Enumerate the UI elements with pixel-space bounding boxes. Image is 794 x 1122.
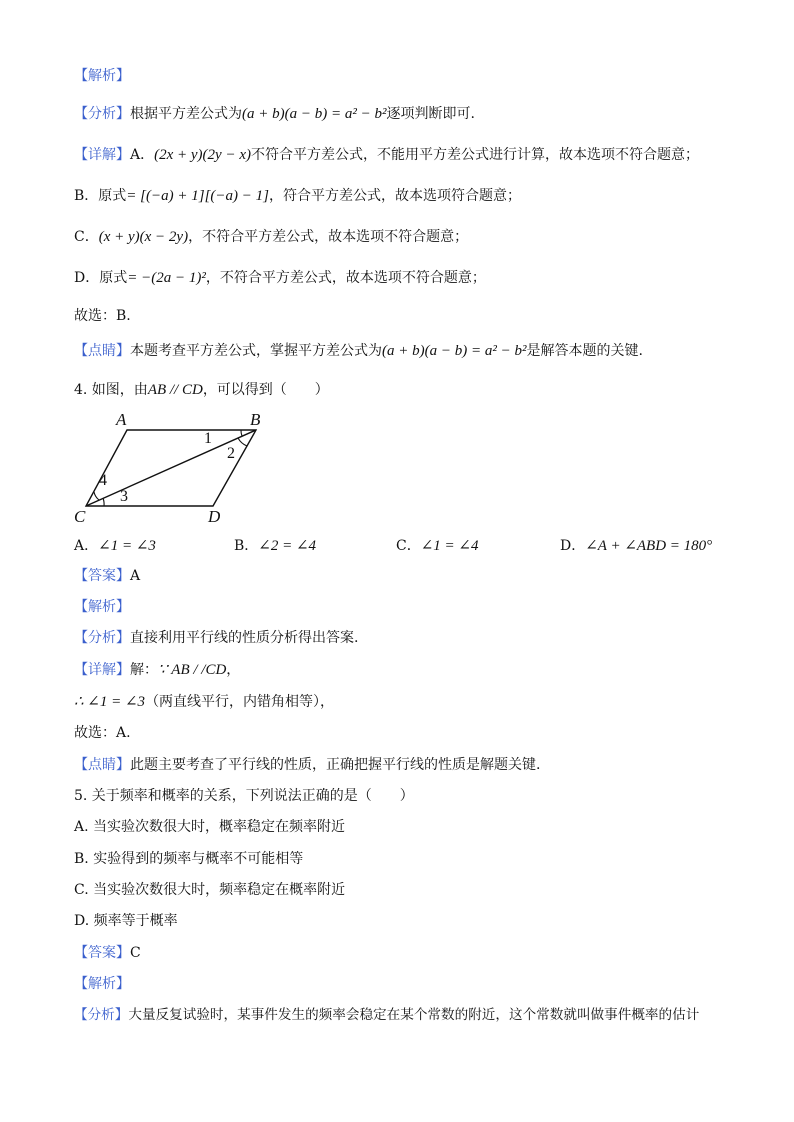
q4-fenxi-line: [74, 628, 358, 648]
section-tag: 【答案】: [74, 568, 130, 584]
text: 本题考查平方差公式，掌握平方差公式为: [130, 343, 382, 359]
label-c: C: [74, 507, 86, 526]
diagonal-bc: [86, 430, 256, 506]
q4-dianjing-line: [74, 755, 540, 775]
q4-step-line: [74, 692, 334, 712]
angle-label-3: 3: [120, 488, 128, 505]
text: 直接利用平行线的性质分析得出答案.: [130, 630, 359, 646]
formula: = −(2a − 1)²: [127, 270, 206, 286]
q3-detail-d-line: [74, 268, 486, 288]
angle-arc-c2: [103, 498, 104, 506]
option-formula: ∠2 = ∠4: [258, 538, 317, 554]
formula: (2x + y)(2y − x): [154, 147, 251, 163]
q4-answer: [74, 566, 140, 586]
q4-choose: [74, 723, 131, 743]
q3-fenxi-line: [74, 104, 475, 124]
angle-arc-b2: [238, 438, 247, 446]
text: ，: [226, 662, 241, 678]
option-letter: D．: [560, 538, 586, 554]
text: 5. 关于频率和概率的关系，下列说法正确的是（ ）: [74, 788, 414, 804]
text: ，可以得到（ ）: [202, 382, 329, 398]
q4-option-a: [74, 536, 156, 556]
text: ，不符合平方差公式，故本选项不符合题意；: [205, 270, 486, 286]
text: ，符合平方差公式，故本选项符合题意；: [269, 188, 521, 204]
angle-label-4: 4: [99, 472, 107, 489]
q5-option-d: [74, 911, 178, 931]
q4-option-d: [560, 536, 712, 556]
answer-value: C: [130, 945, 141, 961]
formula: (x + y)(x − 2y): [98, 229, 189, 245]
section-tag: 【解析】: [74, 976, 130, 992]
formula: = [(−a) + 1][(−a) − 1]: [126, 188, 269, 204]
text: A．: [130, 147, 155, 163]
text: （两直线平行，内错角相等），: [145, 694, 335, 710]
q4-option-b: [234, 536, 316, 556]
label-a: A: [116, 410, 127, 429]
text: 不符合平方差公式，不能用平方差公式进行计算，故本选项不符合题意；: [250, 147, 699, 163]
option-formula: ∠1 = ∠4: [420, 538, 479, 554]
text: B．原式: [74, 188, 127, 204]
q3-detail-a-line: [74, 145, 699, 165]
text: D. 频率等于概率: [74, 913, 178, 929]
q3-dianjing-line: [74, 341, 643, 361]
angle-arc-b: [241, 430, 242, 436]
text: C. 当实验次数很大时，频率稳定在概率附近: [74, 882, 346, 898]
option-letter: C．: [396, 538, 421, 554]
section-tag: 【点睛】: [74, 757, 130, 773]
q5-stem: [74, 786, 414, 806]
q5-fenxi-line: [74, 1005, 699, 1025]
formula: AB // CD: [147, 382, 203, 398]
text: 4. 如图，由: [74, 382, 148, 398]
q5-option-b: [74, 849, 303, 869]
q5-answer: [74, 943, 141, 963]
text: 是解答本题的关键.: [526, 343, 643, 359]
text: B. 实验得到的频率与概率不可能相等: [74, 851, 304, 867]
q3-detail-c-line: [74, 227, 468, 247]
label-d: D: [208, 507, 221, 526]
option-letter: A．: [74, 538, 99, 554]
section-tag: 【答案】: [74, 945, 130, 961]
text: ，不符合平方差公式，故本选项不符合题意；: [188, 229, 469, 245]
formula: ∴ ∠1 = ∠3: [74, 694, 146, 710]
parallelogram-figure: [70, 406, 280, 526]
text: A. 当实验次数很大时，概率稳定在频率附近: [74, 819, 346, 835]
q3-choose: [74, 306, 131, 326]
option-letter: B．: [234, 538, 259, 554]
angle-arc-c: [94, 492, 99, 500]
section-tag: 【解析】: [74, 68, 130, 84]
q5-option-c: [74, 880, 345, 900]
q4-jiexi-tag: [74, 597, 130, 617]
section-tag: 【详解】: [74, 662, 130, 678]
q5-option-a: [74, 817, 345, 837]
section-tag: 【点睛】: [74, 343, 130, 359]
q4-detail-line: [74, 660, 240, 680]
text: 此题主要考查了平行线的性质，正确把握平行线的性质是解题关键.: [130, 757, 541, 773]
angle-label-1: 1: [204, 430, 212, 447]
text: 故选：B.: [74, 308, 131, 324]
text: 解：: [130, 662, 158, 678]
q4-stem: [74, 380, 329, 400]
angle-label-2: 2: [227, 445, 235, 462]
section-tag: 【解析】: [74, 599, 130, 615]
section-tag: 【详解】: [74, 147, 130, 163]
text: 故选：A.: [74, 725, 131, 741]
q3-detail-b-line: [74, 186, 521, 206]
section-tag: 【分析】: [74, 1007, 129, 1023]
text: 大量反复试验时，某事件发生的频率会稳定在某个常数的附近，这个常数就叫做事件概率的估计: [128, 1007, 700, 1023]
q4-option-c: [396, 536, 478, 556]
formula: ∵ AB / /CD: [158, 662, 227, 678]
option-formula: ∠A + ∠ABD = 180°: [585, 538, 713, 554]
section-tag: 【分析】: [74, 106, 130, 122]
q5-jiexi-tag: [74, 974, 130, 994]
section-tag: 【分析】: [74, 630, 130, 646]
text: C．: [74, 229, 99, 245]
formula: (a + b)(a − b) = a² − b²: [242, 106, 387, 122]
label-b: B: [250, 410, 261, 429]
text: D．原式: [74, 270, 128, 286]
option-formula: ∠1 = ∠3: [98, 538, 156, 554]
q3-jiexi-tag: [74, 66, 130, 86]
text: 逐项判断即可.: [386, 106, 475, 122]
answer-value: A: [130, 568, 141, 584]
formula: (a + b)(a − b) = a² − b²: [382, 343, 527, 359]
text: 根据平方差公式为: [130, 106, 242, 122]
